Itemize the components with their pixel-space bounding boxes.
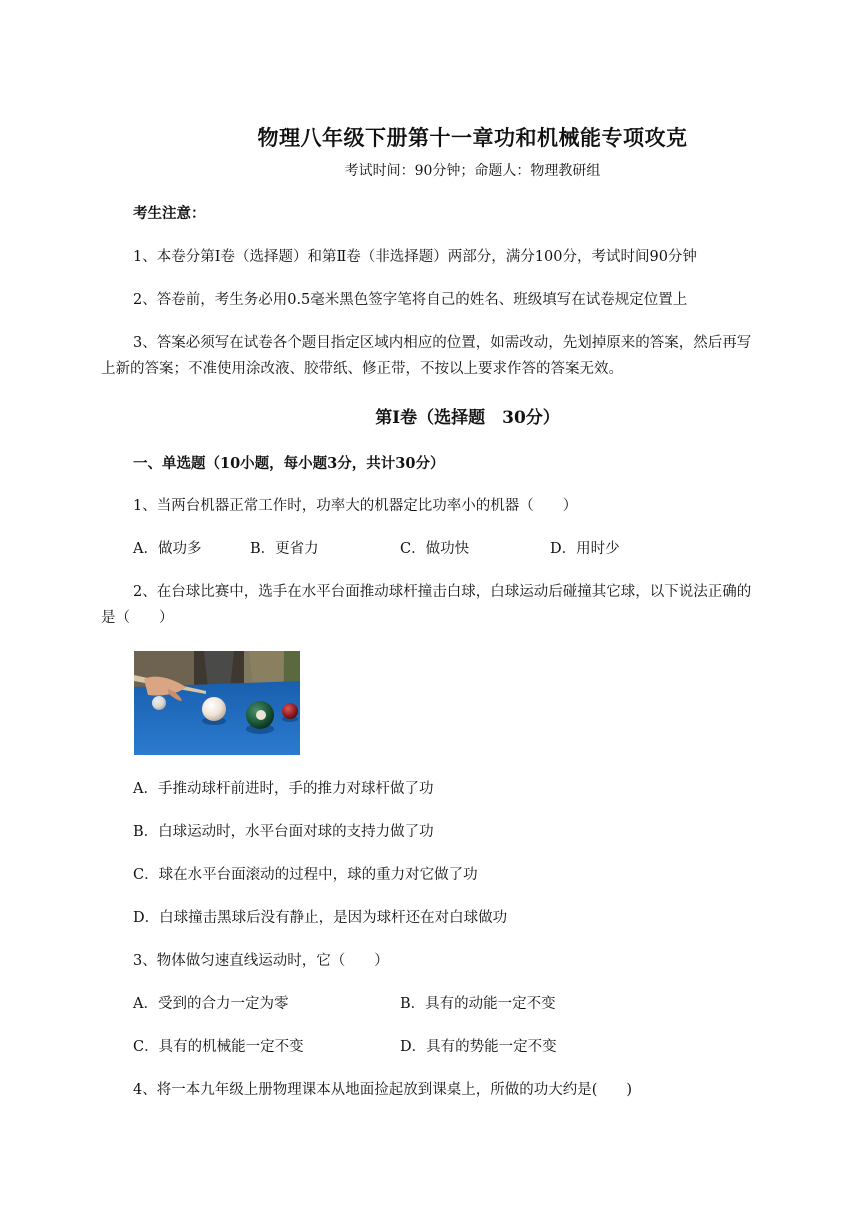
question-3-option-a: A．受到的合力一定为零 [133, 996, 289, 1012]
page-subtitle: 考试时间：90分钟；命题人：物理教研组 [344, 163, 601, 179]
question-4-stem: 4、将一本九年级上册物理课本从地面捡起放到课桌上，所做的功大约是( ) [133, 1082, 633, 1098]
section-title: 第Ⅰ卷（选择题 30分） [375, 408, 560, 428]
question-1-stem: 1、当两台机器正常工作时，功率大的机器定比功率小的机器（ ） [133, 498, 578, 514]
question-3-stem: 3、物体做匀速直线运动时，它（ ） [133, 953, 389, 969]
notice-heading: 考生注意： [133, 205, 206, 222]
billiards-photo [134, 651, 300, 755]
question-3-option-b: B．具有的动能一定不变 [400, 996, 556, 1012]
notice-item-3: 3、答案必须写在试卷各个题目指定区域内相应的位置，如需改动，先划掉原来的答案，然后再写 [133, 335, 752, 351]
question-1-option-c: C．做功快 [400, 541, 470, 557]
notice-item-3-cont: 上新的答案；不准使用涂改液、胶带纸、修正带，不按以上要求作答的答案无效。 [101, 361, 623, 377]
question-1-option-a: A．做功多 [133, 541, 202, 557]
question-2-stem: 2、在台球比赛中，选手在水平台面推动球杆撞击白球，白球运动后碰撞其它球，以下说法正确的 [133, 584, 752, 600]
notice-item-1: 1、本卷分第Ⅰ卷（选择题）和第Ⅱ卷（非选择题）两部分，满分100分，考试时间90分钟 [133, 249, 697, 265]
question-2-option-b: B．白球运动时，水平台面对球的支持力做了功 [133, 824, 434, 840]
question-2-option-c: C．球在水平台面滚动的过程中，球的重力对它做了功 [133, 867, 478, 883]
question-3-option-d: D．具有的势能一定不变 [400, 1039, 557, 1055]
question-1-option-b: B．更省力 [250, 541, 319, 557]
question-2-option-d: D．白球撞击黑球后没有静止，是因为球杆还在对白球做功 [133, 910, 508, 926]
billiards-photo-art [134, 651, 300, 755]
question-3-option-c: C．具有的机械能一定不变 [133, 1039, 304, 1055]
question-2-stem-cont: 是（ ） [101, 610, 174, 626]
notice-item-2: 2、答卷前，考生务必用0.5毫米黑色签字笔将自己的姓名、班级填写在试卷规定位置上 [133, 292, 688, 308]
question-2-option-a: A．手推动球杆前进时，手的推力对球杆做了功 [133, 781, 434, 797]
part-heading: 一、单选题（10小题，每小题3分，共计30分） [133, 455, 445, 472]
page-title: 物理八年级下册第十一章功和机械能专项攻克 [257, 125, 688, 150]
question-1-option-d: D．用时少 [550, 541, 620, 557]
